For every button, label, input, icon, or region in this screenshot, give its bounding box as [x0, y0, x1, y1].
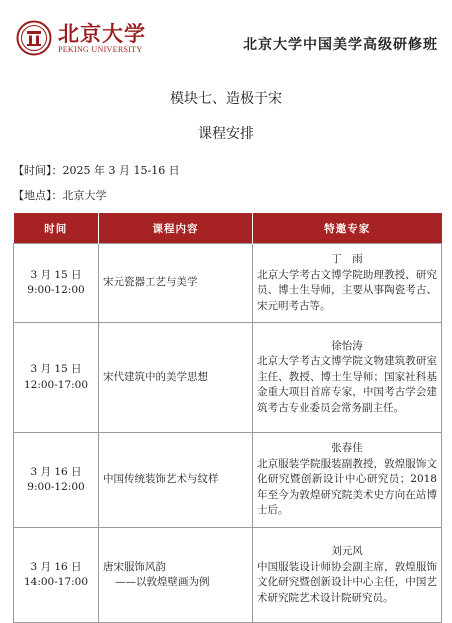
brand-name-cn: 北京大学 [58, 21, 146, 46]
expert-name: 徐怡涛 [331, 339, 363, 352]
expert-description: 北京大学考古文博学院文物建筑教研室主任、教授、博士生导师；国家社科基金重大项目首席专家，中国考古学会建筑考古专业委员会常务副主任。 [257, 355, 437, 414]
page-subtitle: 课程安排 [198, 126, 254, 142]
schedule-table [13, 213, 442, 623]
course-cell [99, 244, 253, 323]
expert-name: 张春佳 [331, 442, 363, 455]
header-time: 时间 [14, 213, 99, 244]
session-hours: 14:00-17:00 [23, 576, 89, 588]
course-cell [99, 433, 253, 528]
table-row [14, 323, 442, 433]
place-label: 【地点】： [13, 189, 63, 202]
info-place [13, 187, 107, 203]
header-expert: 特邀专家 [253, 213, 442, 244]
expert-description: 中国服装设计师协会副主席，敦煌服饰文化研究暨创新设计中心主任，中国艺术研究院艺术设计院研究员。 [257, 560, 437, 604]
session-time-cell [14, 244, 99, 323]
table-row [14, 528, 442, 623]
expert-description: 北京服装学院服装副教授，敦煌服饰文化研究暨创新设计中心研究员；2018年至今为敦煌研究院美术史方向在站博士后。 [257, 457, 437, 517]
header-course: 课程内容 [99, 213, 253, 244]
expert-cell [253, 244, 442, 323]
table-row [14, 433, 442, 528]
info-time [13, 162, 180, 178]
expert-description: 北京大学考古文博学院助理教授、研究员、博士生导师，主要从事陶瓷考古、宋元明考古等。 [257, 268, 437, 312]
course-title: 宋代建筑中的美学思想 [103, 370, 208, 383]
session-hours: 9:00-12:00 [27, 481, 85, 493]
session-date: 3 月 15 日 [30, 268, 82, 281]
expert-name: 刘元风 [331, 545, 363, 557]
table-header-row [14, 213, 442, 244]
page-header [0, 0, 452, 72]
course-title: 中国传统装饰艺术与纹样 [103, 473, 219, 486]
peking-university-seal-icon [16, 20, 52, 56]
place-value: 北京大学 [62, 189, 107, 202]
expert-name: 丁 雨 [331, 253, 363, 265]
time-value: 2025 年 3 月 15-16 日 [62, 164, 180, 177]
session-time-cell [14, 323, 99, 433]
program-title: 北京大学中国美学高级研修班 [243, 37, 438, 53]
expert-cell [253, 528, 442, 623]
course-subtitle: ——以敦煌壁画为例 [115, 576, 210, 588]
expert-cell [253, 433, 442, 528]
session-date: 3 月 16 日 [30, 560, 82, 573]
brand-name-en: PEKING UNIVERSITY [58, 45, 143, 54]
expert-cell [253, 323, 442, 433]
session-hours: 12:00-17:00 [23, 378, 89, 391]
time-label: 【时间】： [13, 164, 63, 177]
module-title: 模块七、造极于宋 [170, 91, 282, 107]
course-cell [99, 323, 253, 433]
course-title: 宋元瓷器工艺与美学 [103, 276, 198, 289]
session-time-cell [14, 528, 99, 623]
course-cell [99, 528, 253, 623]
session-time-cell [14, 433, 99, 528]
session-hours: 9:00-12:00 [27, 284, 85, 296]
table-row [14, 244, 442, 323]
session-date: 3 月 16 日 [30, 465, 82, 478]
course-title: 唐宋服饰风韵 [103, 560, 166, 573]
session-date: 3 月 15 日 [30, 363, 82, 375]
